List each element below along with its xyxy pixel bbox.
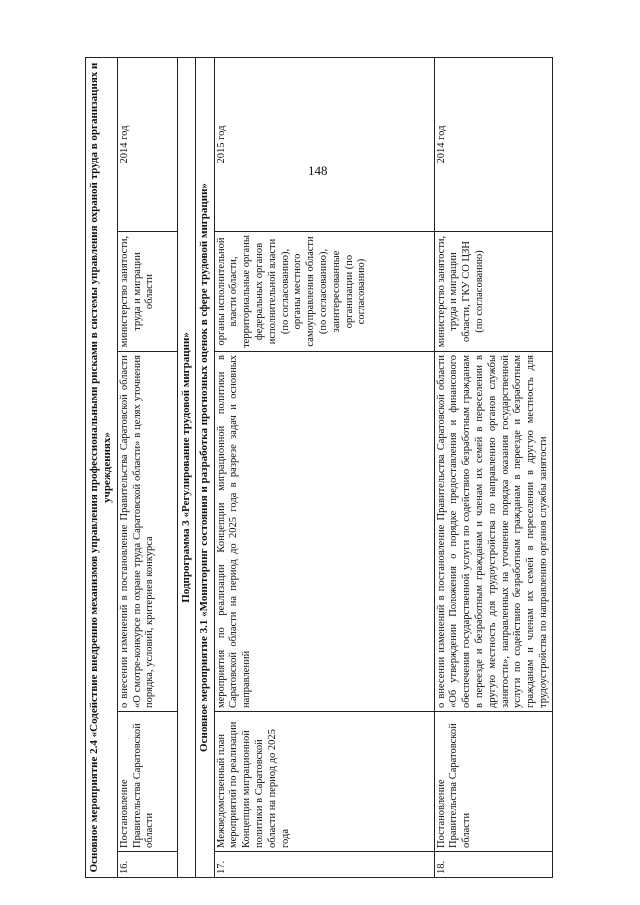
deadline-cell: 2014 год [117,58,177,232]
executor-cell: министерство занятости, труда и миграции области, ГКУ СО ЦЗН (по согласованию) [434,232,552,352]
content-cell: о внесении изменений в постановление Правительства Саратовской области «О смотре-конкурсе по охране труда Саратовской области» в целях уточнения порядка, условий, критериев конкурса [117,352,177,712]
section-row-measure-2-4 [86,58,118,878]
executor-cell: министерство занятости, труда и миграции области [117,232,177,352]
deadline-cell: 2015 год [214,58,434,232]
table-row [214,58,434,878]
document-cell: Постановление Правительства Саратовской области [434,712,552,852]
rotated-table-container [85,58,565,878]
page-number: 148 [308,163,328,178]
deadline-cell: 2014 год [434,58,552,232]
content-cell: о внесении изменений в постановление Правительства Саратовской области «Об утверждении Положения о порядке предоставления и финансового обеспечения государственной услуги по содействию безработным гражданам в переезде и безработным гражданам и членам их семей в переселении в другую местность для трудоустройства по направлению органов службы занятости», направленных на уточнение порядка оказания государственной услуги по содействию безработным гражданам в переезде и безработным гражданам и членам их семей в переселении в другую местность для трудоустройства по направлению органов службы занятости [434,352,552,712]
content-cell: мероприятия по реализации Концепции миграционной политики в Саратовской области на период до 2025 года в разрезе задач и основных направлений [214,352,434,712]
section-row-measure-3-1 [196,58,214,878]
section-heading-subprogram-3: Подпрограмма 3 «Регулирование трудовой миграции» [177,58,195,878]
table-row [117,58,177,878]
table-row [434,58,552,878]
document-cell: Постановление Правительства Саратовской области [117,712,177,852]
section-heading-2-4: Основное мероприятие 2.4 «Содействие внедрению механизмов управления профессиональными рисками в системы управления охраной труда в организациях и учреждениях» [86,58,118,878]
section-heading-3-1: Основное мероприятие 3.1 «Мониторинг состояния и разработка прогнозных оценок в сфере трудовой миграции» [196,58,214,878]
document-cell: Межведомственный план мероприятий по реализации Концепции миграционной политики в Саратовской области на период до 2025 года [214,712,434,852]
section-row-subprogram-3 [177,58,195,878]
row-number: 16. [117,852,177,878]
executor-cell: органы исполнительной власти области, территориальные органы федеральных органов исполнительной власти (по согласованию), органы местного самоуправления области (по согласованию), заинтересованные организации (по согласованию) [214,232,434,352]
measures-table [85,57,553,878]
row-number: 18. [434,852,552,878]
row-number: 17. [214,852,434,878]
